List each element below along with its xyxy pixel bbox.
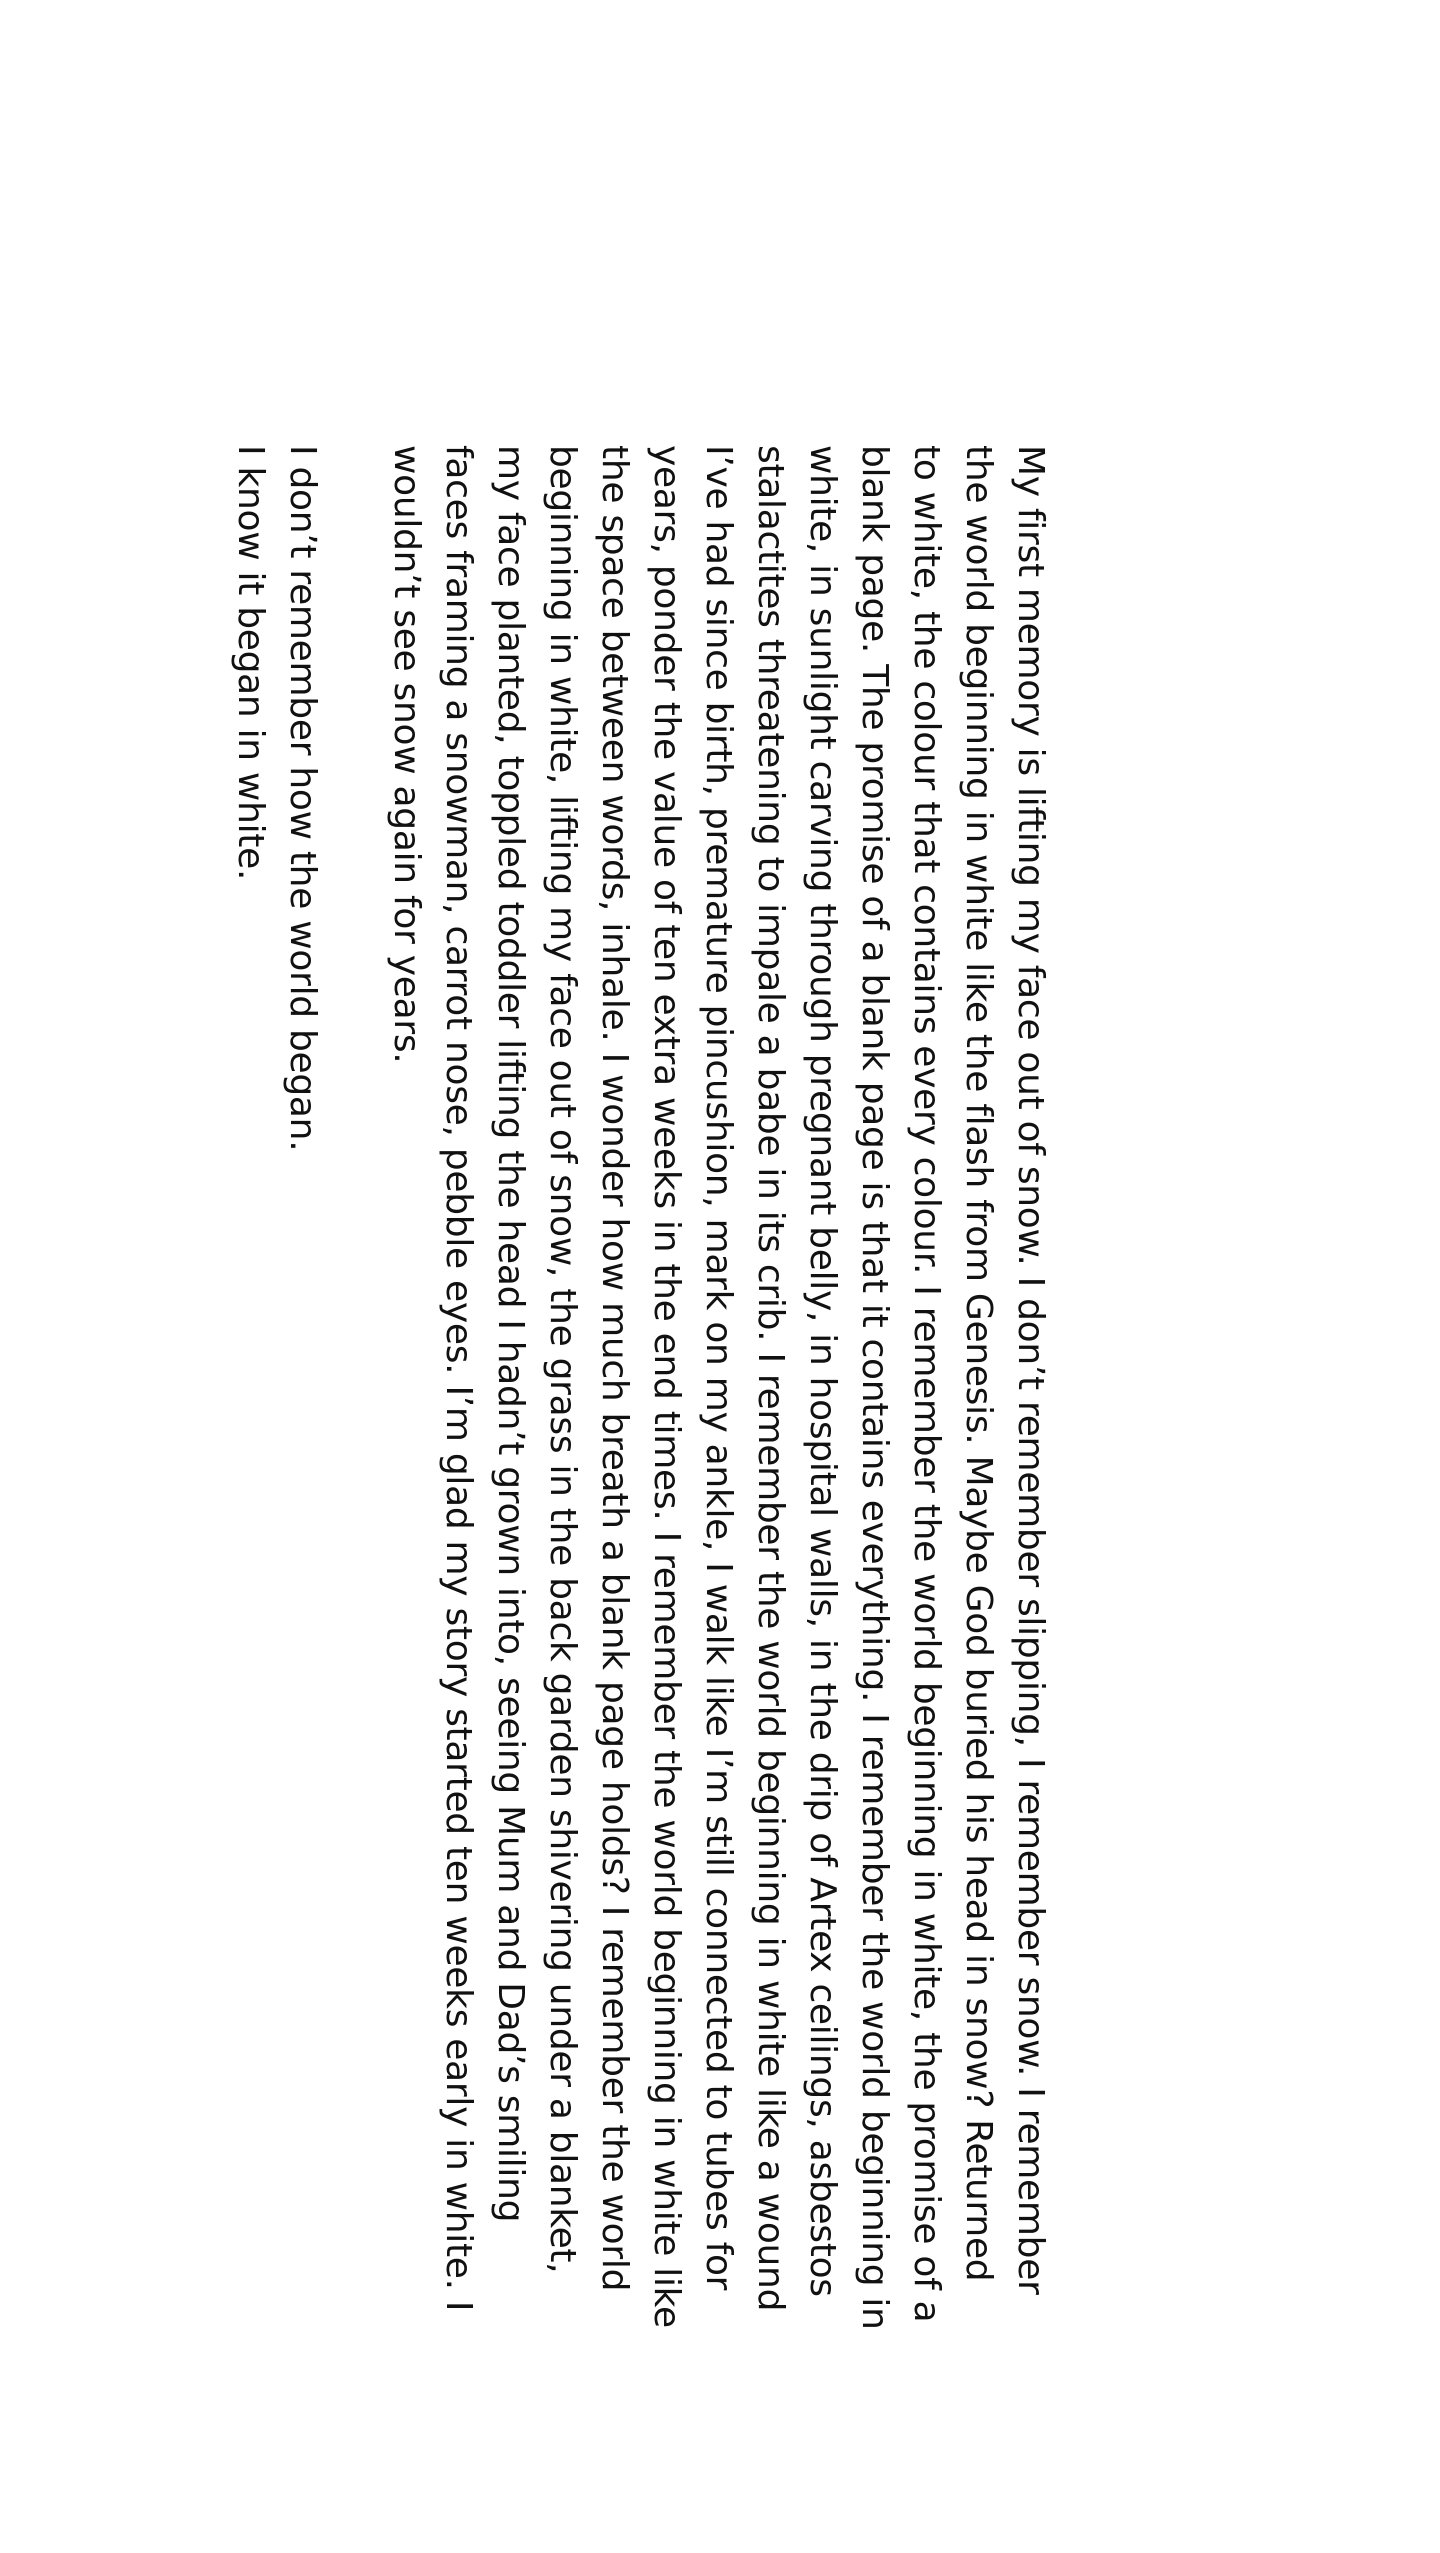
text-line: I don’t remember how the world began.: [282, 445, 323, 1152]
text-line: the world beginning in white like the flash from Genesis. Maybe God buried his head in snow? Returned: [958, 445, 999, 2282]
text-line: I’ve had since birth, premature pincushion, mark on my ankle, I walk like I’m still connected to tubes for: [698, 445, 739, 2291]
text-line: the space between words, inhale. I wonder how much breath a blank page holds? I remember the world: [594, 445, 635, 2292]
paragraph-gap: [328, 445, 380, 2145]
rotated-text-block: [224, 445, 1056, 2330]
text-line: beginning in white, lifting my face out of snow, the grass in the back garden shivering under a blanket,: [542, 445, 583, 2274]
text-line: stalactites threatening to impale a babe in its crib. I remember the world beginning in white like a wound: [750, 445, 791, 2312]
text-line: white, in sunlight carving through pregnant belly, in hospital walls, in the drip of Artex ceilings, asbestos: [802, 445, 843, 2297]
text-line: My first memory is lifting my face out of snow. I don’t remember slipping, I remember snow. I remember: [1010, 445, 1051, 2295]
text-line: my face planted, toppled toddler lifting the head I hadn’t grown into, seeing Mum and Dad’s smiling: [490, 445, 531, 2223]
paragraph-1: [380, 445, 1056, 2330]
text-line: faces framing a snowman, carrot nose, pebble eyes. I’m glad my story started ten weeks early in white. I: [438, 445, 479, 2312]
text-line: wouldn’t see snow again for years.: [386, 445, 427, 1064]
text-line: blank page. The promise of a blank page is that it contains everything. I remember the world beginning in: [854, 445, 895, 2330]
text-line: I know it began in white.: [230, 445, 271, 881]
text-line: to white, the colour that contains every colour. I remember the world beginning in white, the promise of a: [906, 445, 947, 2323]
text-line: years, ponder the value of ten extra weeks in the end times. I remember the world beginning in white like: [646, 445, 687, 2328]
paragraph-2: [224, 445, 328, 2145]
